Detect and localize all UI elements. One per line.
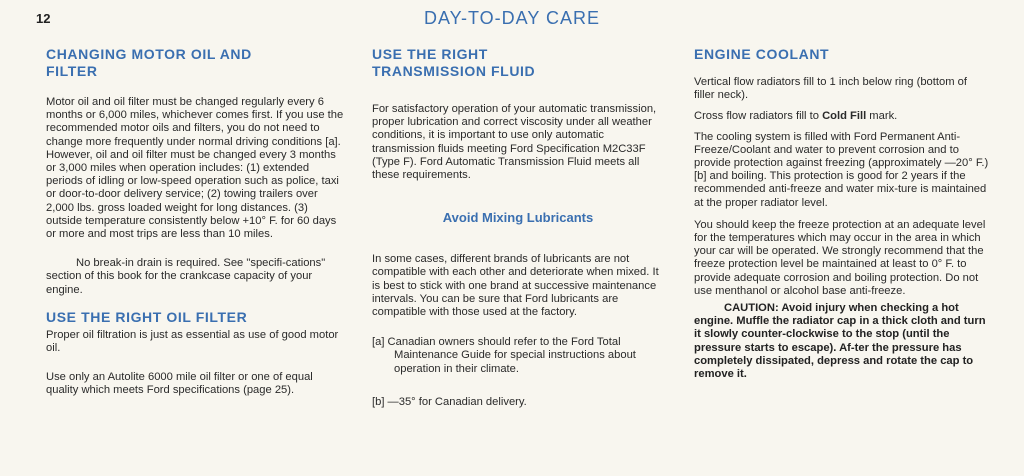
- filtration-paragraph: Proper oil filtration is just as essential as use of good motor oil.: [46, 328, 339, 355]
- autolite-paragraph: Use only an Autolite 6000 mile oil filter or one of equal quality which meets Ford specifications (page 25).: [46, 371, 313, 397]
- heading-oil-filter: USE THE RIGHT OIL FILTER: [46, 308, 248, 325]
- footnote-b: [b] —35° for Canadian delivery.: [372, 395, 527, 408]
- transmission-paragraph: For satisfactory operation of your automatic transmission, proper lubrication and correct viscosity under all weather conditions, it is important to use only automatic transmission fluids meeting Ford Specification M2C33F (Type F). Ford Automatic Transmission Fluid meets all these requirements.: [372, 103, 657, 182]
- cross-flow-text: Cross flow radiators fill to: [694, 110, 823, 123]
- subheading-mixing-lubricants: Avoid Mixing Lubricants: [442, 210, 594, 226]
- heading-changing-oil-line1: CHANGING MOTOR OIL AND: [46, 46, 252, 62]
- cold-fill-label: Cold Fill: [822, 110, 867, 123]
- cross-flow-paragraph: [694, 110, 990, 123]
- freeze-protection-paragraph: You should keep the freeze protection at an adequate level for the temperatures which may occur in the area in which your car will be operated. We strongly recommend that the freeze protection level be maintained at least to 0° F. to provide adequate corrosion and boiling protection. Do not use menthanol or alcohol base anti-freeze.: [694, 218, 986, 297]
- heading-transmission-line2: TRANSMISSION FLUID: [372, 63, 536, 79]
- column-oil: [46, 46, 346, 398]
- heading-engine-coolant: ENGINE COOLANT: [694, 46, 830, 62]
- vertical-flow-paragraph: Vertical flow radiators fill to 1 inch below ring (bottom of filler neck).: [694, 76, 967, 102]
- footnote-a: [a] Canadian owners should refer to the Ford Total Maintenance Guide for special instructions about operation in their climate.: [372, 336, 636, 375]
- cooling-system-paragraph: The cooling system is filled with Ford Permanent Anti-Freeze/Coolant and water to prevent corrosion and to provide protection against freezing (approximately —20° F.) [b] and boiling. This protection is good for 2 years if the recommended anti-freeze and water mix-ture is maintained at the proper radiator level.: [694, 130, 989, 209]
- page-number: 12: [36, 11, 51, 26]
- oil-change-paragraph: Motor oil and oil filter must be changed regularly every 6 months or 6,000 miles, whichever comes first. If you use the recommended motor oils and filters, you do not need to change more frequently under normal driving conditions [a]. However, oil and oil filter must be changed every 3 months or 3,000 miles when operation includes: (1) extended periods of idling or low-speed operation such as police, taxi or door-to-door delivery service; (2) towing trailers over 2,000 lbs. gross loaded weight for long distances. (3) outside temperature consistently below +10° F. for 60 days or more and most trips are less than 10 miles.: [46, 96, 344, 241]
- column-coolant: [694, 46, 990, 381]
- caution-paragraph: CAUTION: Avoid injury when checking a hot engine. Muffle the radiator cap in a thick cloth and turn it slowly counter-clockwise to the stop (until the pressure starts to escape). Af-ter the pressure has completely dissipated, depress and rotate the cap to remove it.: [694, 302, 986, 381]
- cross-flow-mark: mark.: [866, 110, 898, 123]
- running-title: DAY-TO-DAY CARE: [423, 8, 601, 28]
- lubricants-paragraph: In some cases, different brands of lubricants are not compatible with each other and deteriorate when mixed. It is best to stick with one brand at successive maintenance intervals. You can be sure that Ford lubricants are compatible with those used at the factory.: [372, 253, 659, 319]
- heading-changing-oil-line2: FILTER: [46, 63, 98, 79]
- heading-changing-oil: [46, 46, 346, 80]
- break-in-paragraph: No break-in drain is required. See "specifi-cations" section of this book for the crankcase capacity of your engine.: [46, 257, 326, 296]
- heading-transmission-line1: USE THE RIGHT: [372, 46, 488, 62]
- heading-transmission-fluid: [372, 46, 664, 80]
- column-transmission: [372, 46, 664, 409]
